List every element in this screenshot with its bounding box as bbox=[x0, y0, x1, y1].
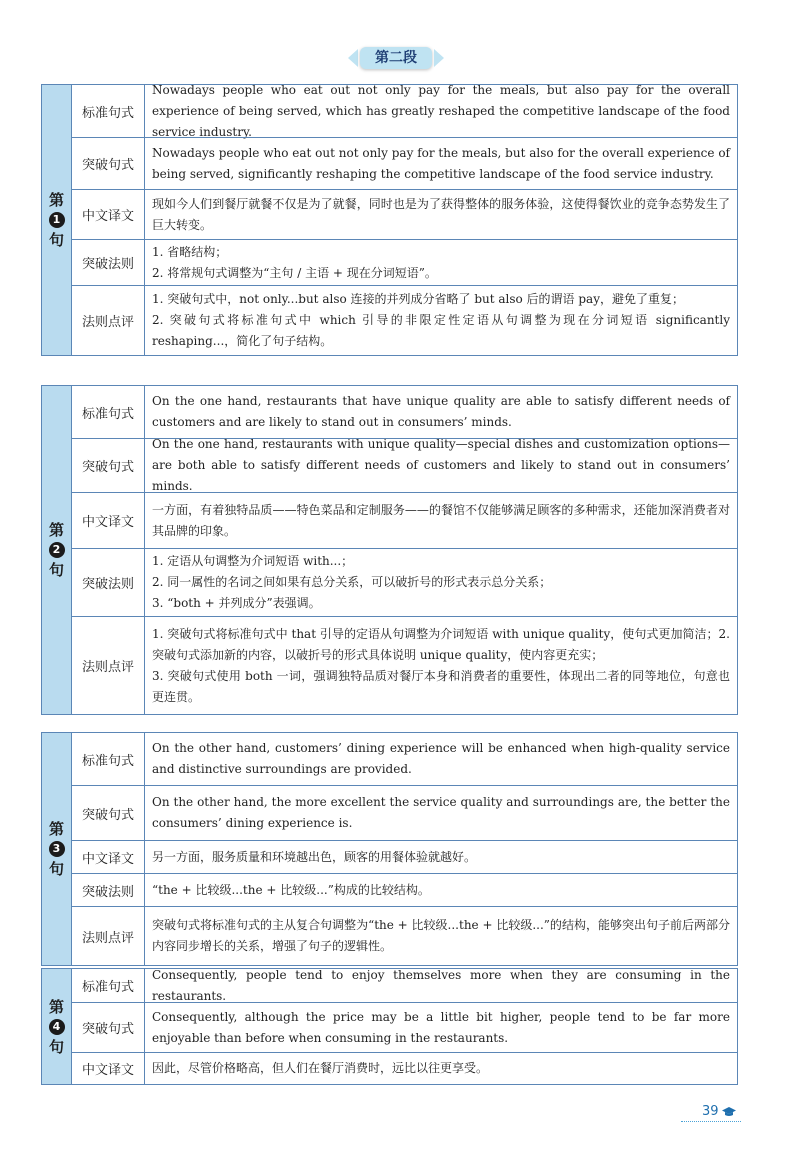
table-row bbox=[72, 137, 737, 189]
section-title-banner bbox=[0, 43, 800, 73]
content-line: 因此，尽管价格略高，但人们在餐厅消费时，远比以往更享受。 bbox=[152, 1061, 489, 1075]
label-ordinal-char: 第 bbox=[48, 191, 64, 209]
sentence-number-circle: 4 bbox=[49, 1019, 65, 1035]
table-row bbox=[72, 239, 737, 285]
row-content bbox=[145, 493, 737, 548]
graduation-cap-icon bbox=[722, 1107, 736, 1117]
row-content bbox=[145, 841, 737, 873]
banner-left-chevron bbox=[348, 49, 358, 67]
content-line: On the one hand, restaurants with unique quality—special dishes and customization options—are both able to satisfy different needs of customers and likely to stand out in consumers’ minds. bbox=[152, 437, 730, 493]
content-line: Nowadays people who eat out not only pay for the meals, but also for the overall experience of being served, significantly reshaping the competitive landscape of the food service industry. bbox=[152, 145, 730, 181]
row-label: 中文译文 bbox=[72, 841, 145, 873]
row-content bbox=[145, 907, 737, 965]
sentence-number-circle: 2 bbox=[49, 542, 65, 558]
content-line: Consequently, people tend to enjoy themselves more when they are consuming in the restaurants. bbox=[152, 967, 730, 1003]
sentence-table-1 bbox=[41, 84, 738, 356]
row-label: 突破句式 bbox=[72, 138, 145, 189]
content-line: 现如今人们到餐厅就餐不仅是为了就餐，同时也是为了获得整体的服务体验，这使得餐饮业的竞争态势发生了巨大转变。 bbox=[152, 196, 730, 232]
row-label: 突破句式 bbox=[72, 1003, 145, 1052]
table-row bbox=[72, 548, 737, 616]
content-line: Consequently, although the price may be a little bit higher, people tend to be far more enjoyable than before when consuming in the restaurants. bbox=[152, 1009, 730, 1045]
row-content bbox=[145, 874, 737, 906]
row-content bbox=[145, 733, 737, 785]
row-content bbox=[145, 138, 737, 189]
table-row bbox=[72, 616, 737, 714]
row-label: 中文译文 bbox=[72, 493, 145, 548]
content-line: On the other hand, the more excellent the service quality and surroundings are, the better the consumers’ dining experience is. bbox=[152, 795, 730, 830]
row-label: 标准句式 bbox=[72, 386, 145, 438]
sentence-number-label bbox=[42, 969, 72, 1084]
content-line: 3. 突破句式使用 both 一词，强调独特品质对餐厅本身和消费者的重要性，体现出二者的同等地位，句意也更连贯。 bbox=[152, 668, 730, 704]
row-label: 标准句式 bbox=[72, 733, 145, 785]
table-row bbox=[72, 733, 737, 785]
content-line: 一方面，有着独特品质——特色菜品和定制服务——的餐馆不仅能够满足顾客的多种需求，还能加深消费者对其品牌的印象。 bbox=[152, 502, 730, 538]
row-content bbox=[145, 240, 737, 285]
sentence-table-3 bbox=[41, 732, 738, 966]
table-row bbox=[72, 840, 737, 873]
content-line: On the other hand, customers’ dining experience will be enhanced when high-quality service and distinctive surroundings are provided. bbox=[152, 741, 730, 776]
label-sentence-char: 句 bbox=[48, 561, 64, 579]
row-content bbox=[145, 786, 737, 840]
table-row bbox=[72, 906, 737, 965]
content-line: 3. “both + 并列成分”表强调。 bbox=[152, 596, 321, 610]
table-row bbox=[72, 785, 737, 840]
row-content bbox=[145, 386, 737, 438]
content-line: 2. 同一属性的名词之间如果有总分关系，可以破折号的形式表示总分关系； bbox=[152, 575, 552, 589]
row-label: 突破法则 bbox=[72, 240, 145, 285]
content-line: 另一方面，服务质量和环境越出色，顾客的用餐体验就越好。 bbox=[152, 849, 477, 864]
label-ordinal-char: 第 bbox=[48, 820, 64, 838]
row-content bbox=[145, 286, 737, 355]
table-row bbox=[72, 969, 737, 1002]
sentence-number-label bbox=[42, 733, 72, 965]
sentence-number-label bbox=[42, 85, 72, 355]
content-line: 1. 定语从句调整为介词短语 with...； bbox=[152, 554, 354, 568]
content-line: “the + 比较级...the + 比较级...”构成的比较结构。 bbox=[152, 882, 430, 897]
sentence-number-label bbox=[42, 386, 72, 714]
row-content bbox=[145, 439, 737, 492]
row-content bbox=[145, 617, 737, 714]
table-row bbox=[72, 873, 737, 906]
row-label: 标准句式 bbox=[72, 85, 145, 137]
content-line: 1. 突破句式中，not only...but also 连接的并列成分省略了 but also 后的谓语 pay，避免了重复； bbox=[152, 292, 684, 306]
page-number: 39 bbox=[702, 1104, 719, 1119]
content-line: Nowadays people who eat out not only pay for the meals, but also pay for the overall experience of being served, which has greatly reshaped the competitive landscape of the food service industry. bbox=[152, 82, 730, 139]
label-sentence-char: 句 bbox=[48, 231, 64, 249]
table-row bbox=[72, 285, 737, 355]
row-label: 突破法则 bbox=[72, 874, 145, 906]
sentence-number-circle: 1 bbox=[49, 212, 65, 228]
banner-right-chevron bbox=[434, 49, 444, 67]
footer-dotted-line bbox=[681, 1121, 741, 1122]
row-content bbox=[145, 1003, 737, 1052]
row-content bbox=[145, 82, 737, 139]
row-label: 突破句式 bbox=[72, 786, 145, 840]
label-sentence-char: 句 bbox=[48, 860, 64, 878]
content-line: 1. 省略结构； bbox=[152, 244, 228, 259]
sentence-table-4 bbox=[41, 968, 738, 1085]
row-content bbox=[145, 549, 737, 616]
table-row bbox=[72, 1002, 737, 1052]
row-label: 法则点评 bbox=[72, 617, 145, 714]
sentence-table-2 bbox=[41, 385, 738, 715]
label-ordinal-char: 第 bbox=[48, 521, 64, 539]
row-label: 中文译文 bbox=[72, 190, 145, 239]
label-sentence-char: 句 bbox=[48, 1037, 64, 1056]
table-row bbox=[72, 386, 737, 438]
row-label: 法则点评 bbox=[72, 907, 145, 965]
row-label: 突破句式 bbox=[72, 439, 145, 492]
table-row bbox=[72, 82, 737, 139]
table-row bbox=[72, 438, 737, 492]
content-line: 1. 突破句式将标准句式中 that 引导的定语从句调整为介词短语 with unique quality，使句式更加简洁；2. 突破句式添加新的内容，以破折号的形式具体说明 unique quality，使内容更充实； bbox=[152, 626, 730, 662]
row-label: 标准句式 bbox=[72, 969, 145, 1002]
row-label: 中文译文 bbox=[72, 1053, 145, 1084]
content-line: 2. 突破句式将标准句式中 which 引导的非限定性定语从句调整为现在分词短语 significantly reshaping...，简化了句子结构。 bbox=[152, 313, 730, 348]
sentence-number-circle: 3 bbox=[49, 841, 65, 857]
label-ordinal-char: 第 bbox=[48, 997, 64, 1016]
row-content bbox=[145, 190, 737, 239]
content-line: On the one hand, restaurants that have unique quality are able to satisfy different needs of customers and are likely to stand out in consumers’ minds. bbox=[152, 394, 730, 429]
section-title: 第二段 bbox=[375, 50, 417, 66]
table-row bbox=[72, 189, 737, 239]
row-content bbox=[145, 969, 737, 1002]
row-content bbox=[145, 1053, 737, 1084]
table-row bbox=[72, 492, 737, 548]
row-label: 法则点评 bbox=[72, 286, 145, 355]
row-label: 突破法则 bbox=[72, 549, 145, 616]
table-row bbox=[72, 1052, 737, 1084]
content-line: 2. 将常规句式调整为“主句 / 主语 + 现在分词短语”。 bbox=[152, 265, 437, 280]
content-line: 突破句式将标准句式的主从复合句调整为“the + 比较级...the + 比较级...”的结构，能够突出句子前后两部分内容同步增长的关系，增强了句子的逻辑性。 bbox=[152, 918, 730, 953]
